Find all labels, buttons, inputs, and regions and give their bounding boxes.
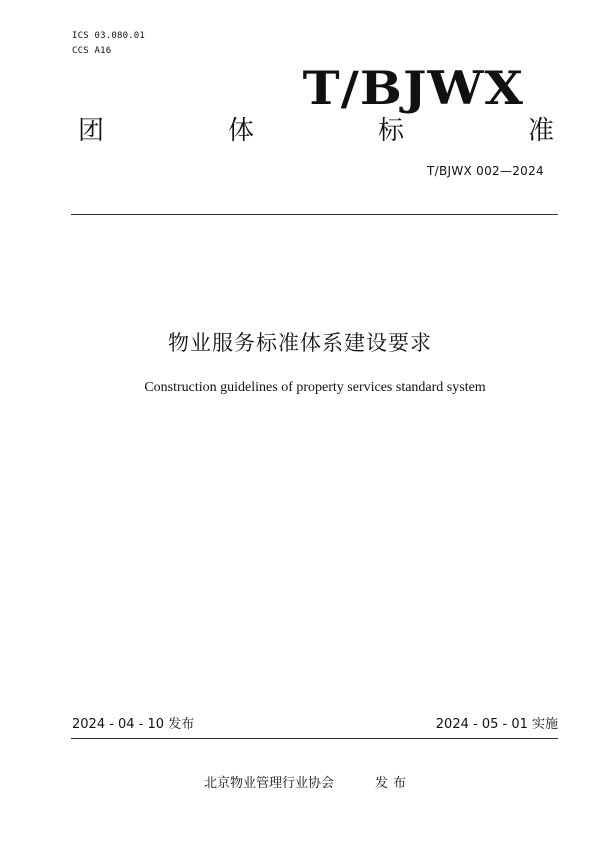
doc-type-char: 准 <box>527 116 554 146</box>
issue-date: 2024 - 04 - 10 发布 <box>72 717 195 732</box>
standard-logo: T/BJWX <box>302 61 524 115</box>
footer-divider <box>71 738 558 739</box>
doc-type-char: 体 <box>227 116 254 146</box>
ccs-code: CCS A16 <box>72 46 112 56</box>
title-english: Construction guidelines of property services standard system <box>144 380 486 395</box>
publish-label: 发布 <box>375 776 412 791</box>
title-chinese: 物业服务标准体系建设要求 <box>168 331 432 355</box>
publisher-name: 北京物业管理行业协会 <box>204 776 335 791</box>
ics-code: ICS 03.080.01 <box>72 31 146 41</box>
document-type <box>78 114 554 148</box>
header-divider <box>71 214 558 215</box>
standard-number: T/BJWX 002—2024 <box>427 164 544 178</box>
doc-type-char: 团 <box>78 116 105 146</box>
doc-type-char: 标 <box>377 116 404 146</box>
implementation-date: 2024 - 05 - 01 实施 <box>435 717 558 732</box>
